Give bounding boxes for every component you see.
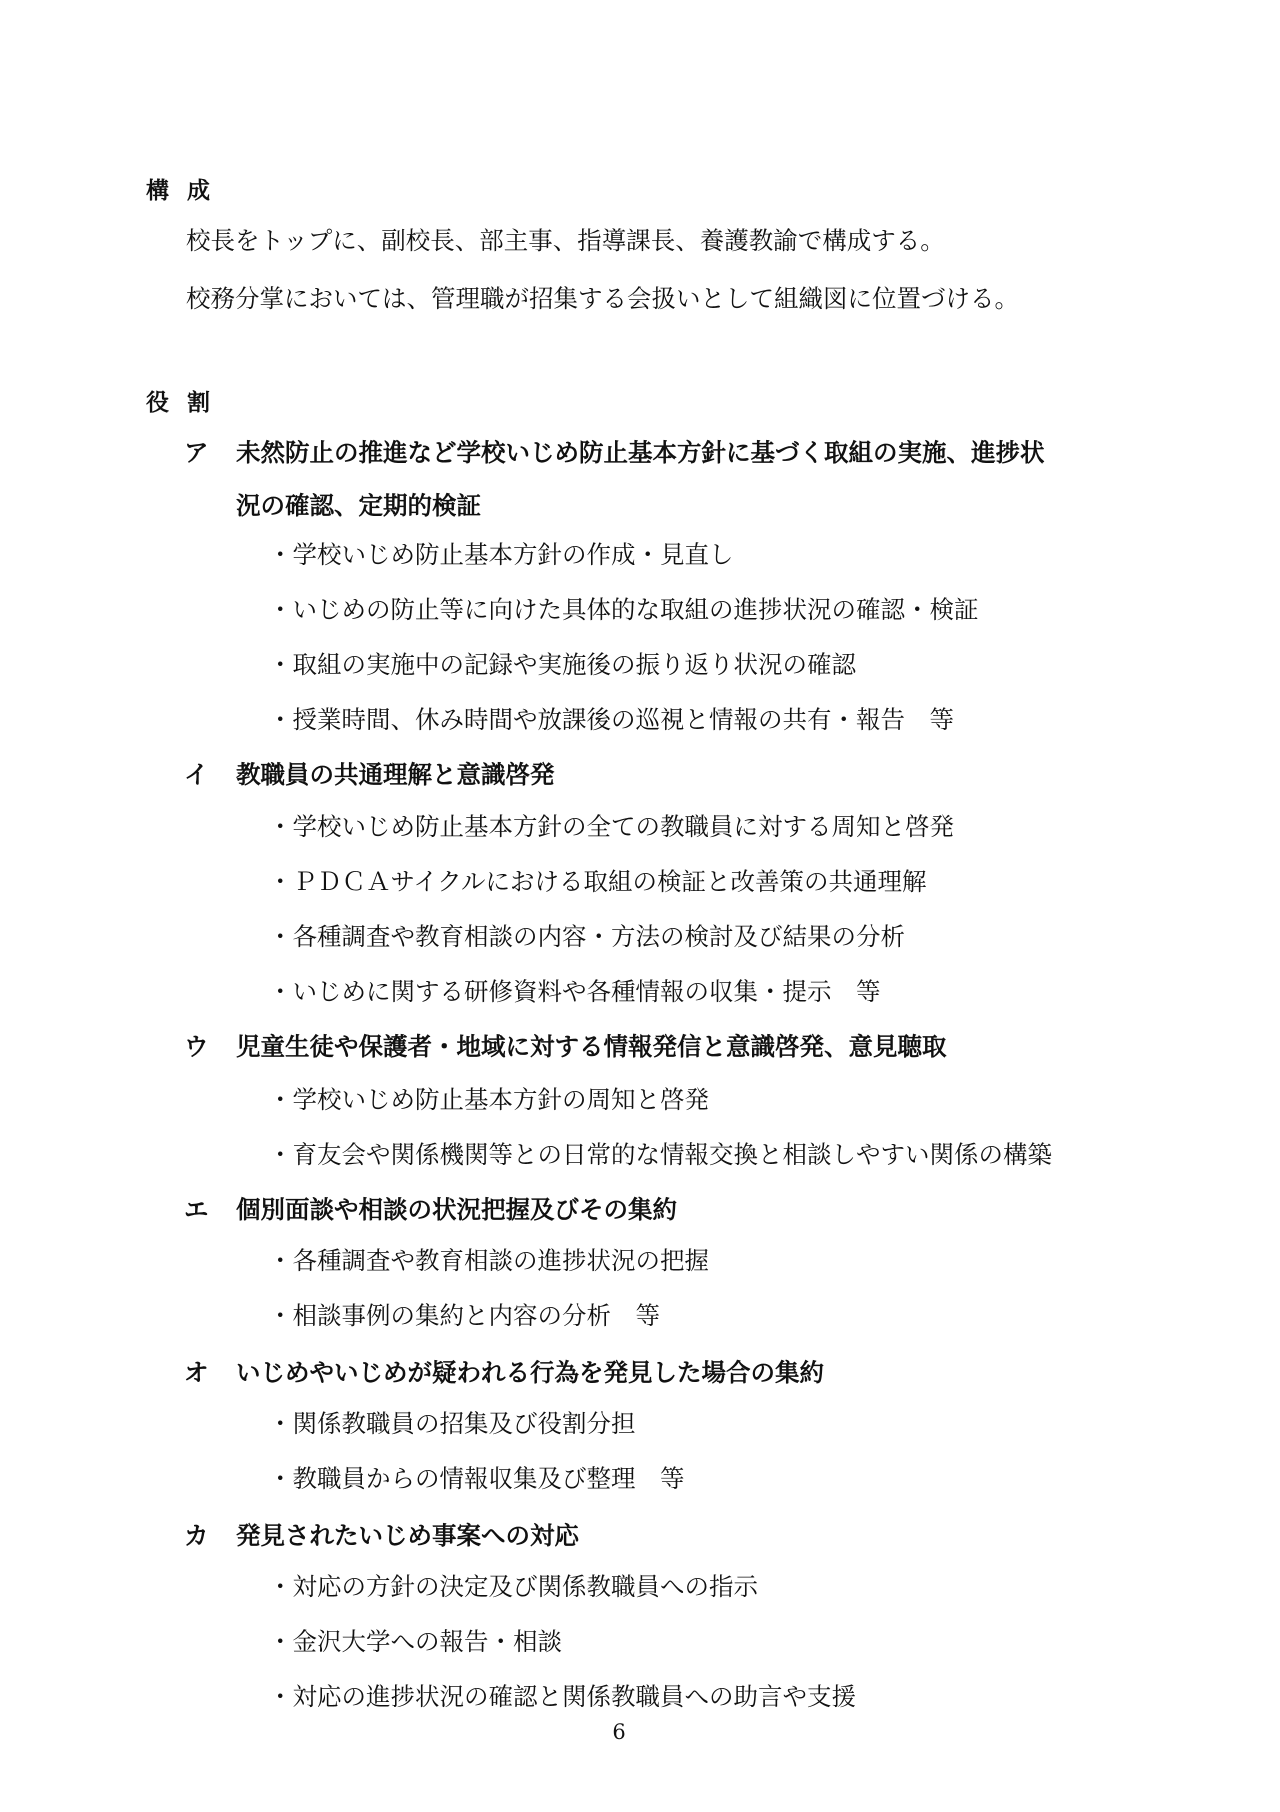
roles-heading: 役割 [146, 390, 228, 416]
role-i-bullet-1: ・学校いじめ防止基本方針の全ての教職員に対する周知と啓発 [268, 812, 954, 841]
role-ka-title: 発見されたいじめ事案への対応 [236, 1521, 579, 1550]
role-e-letter: エ [184, 1195, 209, 1224]
role-a-bullet-3: ・取組の実施中の記録や実施後の振り返り状況の確認 [268, 650, 856, 679]
role-ka-bullet-3: ・対応の進捗状況の確認と関係教職員への助言や支援 [268, 1682, 856, 1711]
role-e-bullet-1: ・各種調査や教育相談の進捗状況の把握 [268, 1246, 709, 1275]
composition-line-2: 校務分掌においては、管理職が招集する会扱いとして組織図に位置づける。 [186, 284, 1019, 313]
role-o-bullet-2: ・教職員からの情報収集及び整理 等 [268, 1464, 685, 1493]
role-i-bullet-4: ・いじめに関する研修資料や各種情報の収集・提示 等 [268, 977, 881, 1006]
role-i-letter: イ [184, 760, 209, 789]
role-i-bullet-2: ・ＰＤＣＡサイクルにおける取組の検証と改善策の共通理解 [268, 867, 927, 896]
role-u-letter: ウ [184, 1032, 209, 1061]
role-i-bullet-3: ・各種調査や教育相談の内容・方法の検討及び結果の分析 [268, 922, 905, 951]
page-number: 6 [612, 1720, 626, 1744]
role-i-title: 教職員の共通理解と意識啓発 [236, 760, 555, 789]
role-u-bullet-1: ・学校いじめ防止基本方針の周知と啓発 [268, 1085, 709, 1114]
role-a-bullet-2: ・いじめの防止等に向けた具体的な取組の進捗状況の確認・検証 [268, 595, 979, 624]
role-e-title: 個別面談や相談の状況把握及びその集約 [236, 1195, 677, 1224]
role-a-bullet-4: ・授業時間、休み時間や放課後の巡視と情報の共有・報告 等 [268, 705, 954, 734]
role-u-title: 児童生徒や保護者・地域に対する情報発信と意識啓発、意見聴取 [236, 1032, 947, 1061]
role-u-bullet-2: ・育友会や関係機関等との日常的な情報交換と相談しやすい関係の構築 [268, 1140, 1052, 1169]
role-o-bullet-1: ・関係教職員の招集及び役割分担 [268, 1409, 636, 1438]
role-a-title-line-2: 況の確認、定期的検証 [236, 491, 481, 520]
role-ka-bullet-2: ・金沢大学への報告・相談 [268, 1627, 562, 1656]
composition-line-1: 校長をトップに、副校長、部主事、指導課長、養護教諭で構成する。 [186, 226, 945, 255]
composition-heading: 構成 [146, 178, 228, 204]
role-a-bullet-1: ・学校いじめ防止基本方針の作成・見直し [268, 540, 734, 569]
role-e-bullet-2: ・相談事例の集約と内容の分析 等 [268, 1301, 660, 1330]
role-ka-bullet-1: ・対応の方針の決定及び関係教職員への指示 [268, 1572, 758, 1601]
role-o-title: いじめやいじめが疑われる行為を発見した場合の集約 [236, 1358, 824, 1387]
role-a-letter: ア [184, 438, 209, 467]
role-ka-letter: カ [184, 1521, 209, 1550]
role-o-letter: オ [184, 1358, 209, 1387]
role-a-title-line-1: 未然防止の推進など学校いじめ防止基本方針に基づく取組の実施、進捗状 [236, 438, 1045, 467]
